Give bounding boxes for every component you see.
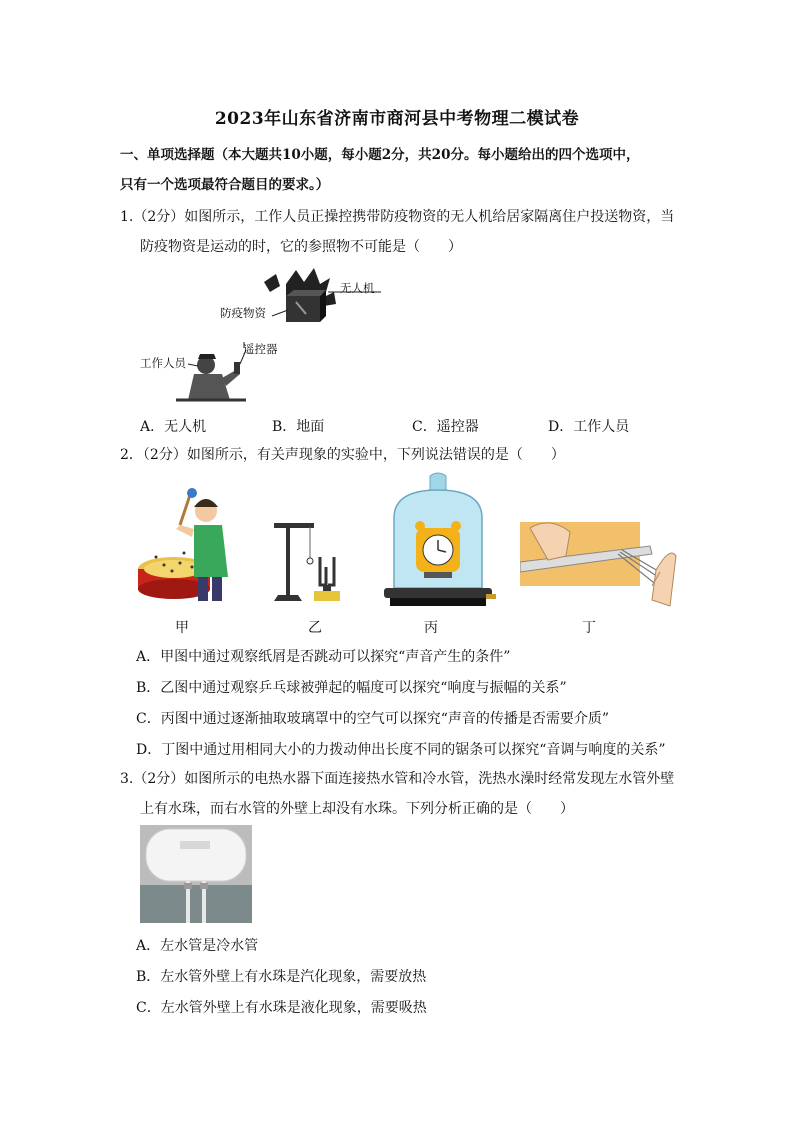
q1-option-a[interactable]: A．无人机 [140,419,207,435]
label-drone: 无人机 [340,281,375,295]
figure-label-jia: 甲 [175,620,189,636]
q2-option-d[interactable]: D．丁图中通过用相同大小的力拨动伸出长度不同的锯条可以探究“音调与响度的关系” [136,742,666,758]
q1-option-d[interactable]: D．工作人员 [548,419,630,435]
figure-ding-saw [520,516,680,610]
question-3-line2: 上有水珠，而右水管的外壁上却没有水珠。下列分析正确的是（ ） [140,801,574,817]
question-2 [120,440,690,470]
figure-bing-bell-jar [380,472,496,612]
question-1-line2: 防疫物资是运动的时，它的参照物不可能是（ ） [140,239,462,255]
figure-jia-drum [136,485,236,607]
label-supplies: 防疫物资 [220,306,266,320]
q3-option-b[interactable]: B．左水管外壁上有水珠是汽化现象，需要放热 [136,969,427,985]
section-header [120,140,680,200]
figure-label-bing: 丙 [424,620,438,636]
question-1-line1: 1.（2分）如图所示，工作人员正操控携带防疫物资的无人机给居家隔离住户投送物资，当 [120,209,675,225]
question-3 [120,764,690,824]
section-header-line1: 一、单项选择题（本大题共10小题，每小题2分，共20分。每小题给出的四个选项中， [120,147,640,163]
question-2-line1: 2．（2分）如图所示，有关声现象的实验中，下列说法错误的是（ ） [120,447,565,463]
question-1 [120,202,690,262]
q2-option-b[interactable]: B．乙图中通过观察乒乓球被弹起的幅度可以探究“响度与振幅的关系” [136,680,567,696]
q3-option-c[interactable]: C．左水管外壁上有水珠是液化现象，需要吸热 [136,1000,427,1016]
question-3-water-heater-photo [140,825,252,923]
label-worker: 工作人员 [140,356,186,370]
worker-illustration [176,350,246,400]
q2-option-a[interactable]: A．甲图中通过观察纸屑是否跳动可以探究“声音产生的条件” [136,649,511,665]
figure-yi-tuning-fork [268,517,348,607]
drone-illustration [264,268,336,322]
section-header-line2: 只有一个选项最符合题目的要求。） [120,177,330,193]
question-3-line1: 3.（2分）如图所示的电热水器下面连接热水管和冷水管，洗热水澡时经常发现左水管外壁 [120,771,675,787]
figure-label-ding: 丁 [582,620,596,636]
q1-option-b[interactable]: B．地面 [272,419,325,435]
q3-option-a[interactable]: A．左水管是冷水管 [136,938,259,954]
q1-option-c[interactable]: C．遥控器 [412,419,479,435]
figure-label-yi: 乙 [308,620,322,636]
q2-option-c[interactable]: C．丙图中通过逐渐抽取玻璃罩中的空气可以探究“声音的传播是否需要介质” [136,711,610,727]
page-title: 2023年山东省济南市商河县中考物理二模试卷 [214,109,580,129]
label-remote: 遥控器 [243,342,278,356]
